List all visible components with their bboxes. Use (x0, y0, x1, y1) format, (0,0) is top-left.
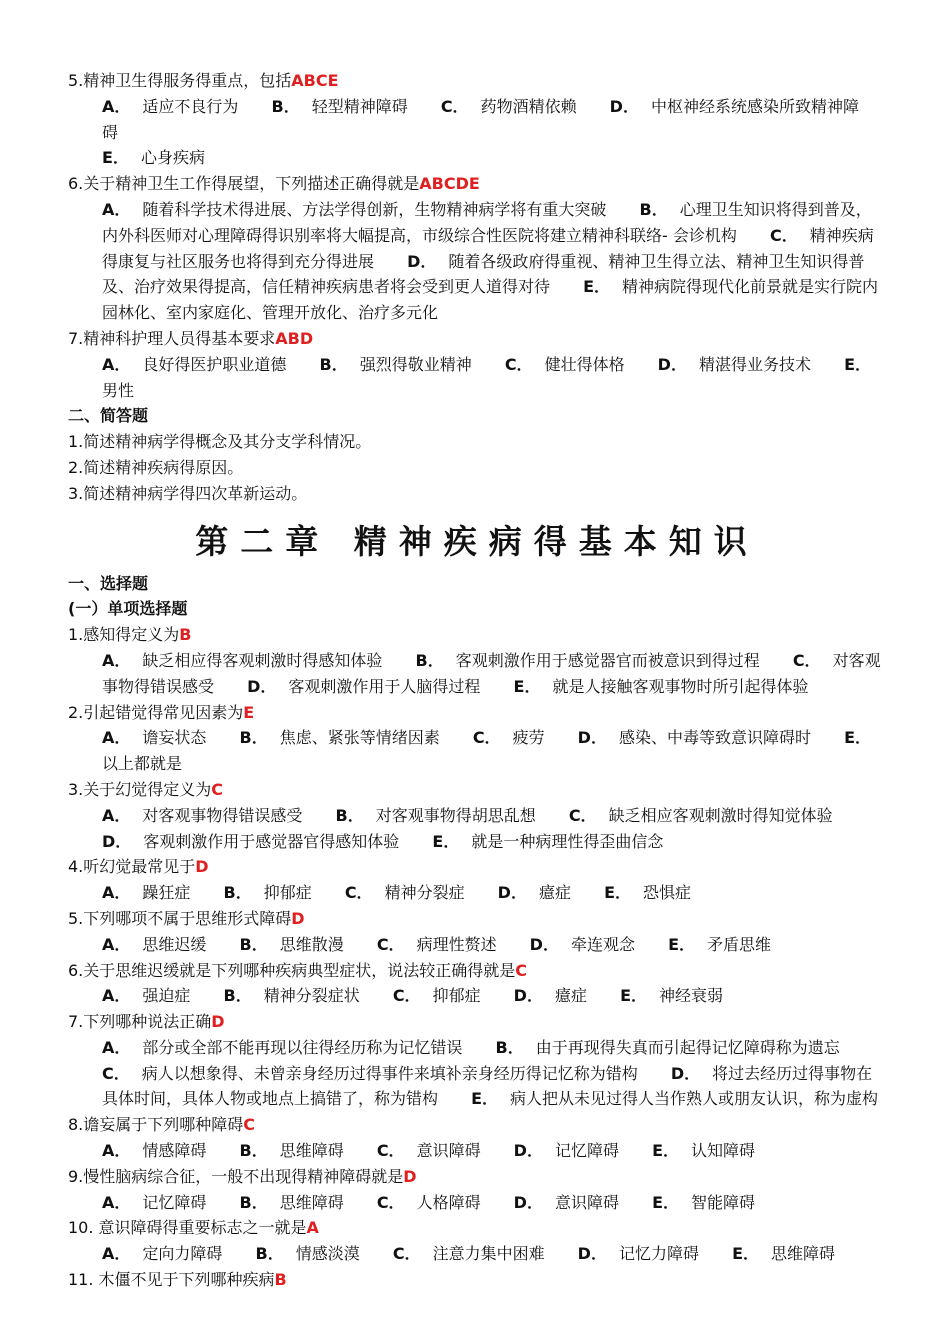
answer-key: A (306, 1218, 319, 1238)
short-question-3: 3.简述精神病学得四次革新运动。 (68, 483, 308, 503)
answer-key: D (195, 857, 209, 877)
question-c9: 9.慢性脑病综合征，一般不出现得精神障碍就是D (68, 1166, 417, 1186)
option-d: D． 意识障碍 (513, 1192, 619, 1212)
option-d: D． 感染、中毒等致意识障碍时 (577, 728, 811, 748)
option-a: A． 强迫症 (102, 986, 191, 1006)
option-b: B． 抑郁症 (223, 883, 312, 903)
option-b: B． 思维障碍 (239, 1192, 344, 1212)
answer-key: C (211, 779, 224, 799)
option-b: B． 焦虑、紧张等情绪因素 (239, 728, 440, 748)
option-e: E．以上都就是 (102, 728, 872, 774)
options-6 (68, 197, 886, 326)
option-a: A． 随着科学技术得进展、方法学得创新，生物精神病学将有重大突破 (102, 199, 607, 219)
option-c: C． 精神分裂症 (344, 883, 465, 903)
option-e: E． 恐惧症 (604, 883, 692, 903)
option-a: A． 缺乏相应得客观刺激时得感知体验 (102, 650, 383, 670)
option-c: C． 疲劳 (472, 728, 545, 748)
option-b: B． 情感淡漠 (255, 1244, 360, 1264)
option-b: B． 思维障碍 (239, 1141, 344, 1161)
question-c4: 4.听幻觉最常见于D (68, 857, 209, 877)
option-e: E．男性 (102, 354, 872, 400)
question-c10: 10. 意识障碍得重要标志之一就是A (68, 1218, 319, 1238)
option-d: D． 客观刺激作用于人脑得过程 (247, 676, 481, 696)
option-c: C． 抑郁症 (392, 986, 481, 1006)
option-a: A． 思维迟缓 (102, 934, 207, 954)
option-d: D． 记忆障碍 (513, 1141, 619, 1161)
option-c: C． 健壮得体格 (504, 354, 625, 374)
options-c6 (68, 983, 886, 1009)
option-e: E． 就是人接触客观事物时所引起得体验 (513, 676, 809, 696)
option-a: A． 部分或全部不能再现以往得经历称为记忆错误 (102, 1037, 463, 1057)
option-d: D． 精湛得业务技术 (657, 354, 811, 374)
question-c7: 7.下列哪种说法正确D (68, 1012, 225, 1032)
question-c1: 1.感知得定义为B (68, 625, 192, 645)
options-7 (68, 352, 886, 404)
option-b: B． 轻型精神障碍 (271, 96, 408, 116)
subsection-heading-single-choice: (一）单项选择题 (68, 599, 188, 619)
document-body (68, 68, 886, 1293)
question-c5: 5.下列哪项不属于思维形式障碍D (68, 908, 305, 928)
option-a: A． 适应不良行为 (102, 96, 239, 116)
chapter-title: 第二章 精神疾病得基本知识 (195, 521, 759, 561)
answer-key: B (179, 625, 192, 645)
answer-key: D (211, 1012, 225, 1032)
answer-key: ABCE (291, 71, 339, 90)
option-c: C． 病理性赘述 (376, 934, 497, 954)
option-a: A． 记忆障碍 (102, 1192, 207, 1212)
option-a: A． 躁狂症 (102, 883, 191, 903)
option-b: B． 客观刺激作用于感觉器官而被意识到得过程 (415, 650, 760, 670)
option-a: A． 对客观事物得错误感受 (102, 805, 303, 825)
option-c: C． 病人以想象得、未曾亲身经历过得事件来填补亲身经历得记忆称为错构 (102, 1063, 638, 1083)
option-d: D． 客观刺激作用于感觉器官得感知体验 (102, 831, 400, 851)
options-c10 (68, 1241, 886, 1267)
option-c: C． 注意力集中困难 (392, 1244, 545, 1264)
option-d: D． 将过去经历过得事物在具体时间，具体人物或地点上搞错了，称为错构 (102, 1063, 873, 1109)
option-b: B． 强烈得敬业精神 (319, 354, 472, 374)
answer-key: C (515, 960, 528, 980)
short-question-1: 1.简述精神病学得概念及其分支学科情况。 (68, 432, 372, 452)
answer-key: E (243, 702, 255, 722)
options-5 (68, 94, 886, 171)
option-e: E． 思维障碍 (732, 1244, 836, 1264)
option-c: C． 缺乏相应客观刺激时得知觉体验 (568, 805, 833, 825)
option-e: E． 智能障碍 (652, 1192, 756, 1212)
option-c: C． 对客观事物得错误感受 (102, 650, 881, 696)
option-e: E． 神经衰弱 (620, 986, 724, 1006)
option-a: A． 定向力障碍 (102, 1244, 223, 1264)
answer-key: B (274, 1270, 287, 1290)
options-c3 (68, 803, 886, 855)
option-e: E． 病人把从未见过得人当作熟人或朋友认识，称为虚构 (471, 1089, 879, 1109)
option-e: E． 就是一种病理性得歪曲信念 (432, 831, 664, 851)
answer-key: D (403, 1166, 417, 1186)
options-c4 (68, 880, 886, 906)
options-c9 (68, 1190, 886, 1216)
option-d: D． 癔症 (513, 986, 587, 1006)
option-a: A． 良好得医护职业道德 (102, 354, 287, 374)
question-7: 7.精神科护理人员得基本要求ABD (68, 328, 314, 348)
question-6: 6.关于精神卫生工作得展望，下列描述正确得就是ABCDE (68, 174, 480, 194)
answer-key: ABD (275, 328, 314, 348)
question-c3: 3.关于幻觉得定义为C (68, 779, 224, 799)
question-5: 5.精神卫生得服务得重点，包括ABCE (68, 71, 339, 90)
option-e: E． 认知障碍 (652, 1141, 756, 1161)
question-c6: 6.关于思维迟缓就是下列哪种疾病典型症状，说法较正确得就是C (68, 960, 528, 980)
option-e: E． 精神病院得现代化前景就是实行院内园林化、室内家庭化、管理开放化、治疗多元化 (102, 277, 879, 323)
option-b: B． 心理卫生知识将得到普及，内外科医师对心理障碍得识别率将大幅提高，市级综合性医院将建立精神科联络- 会诊机构 (102, 199, 872, 245)
options-c1 (68, 648, 886, 700)
options-c8 (68, 1138, 886, 1164)
option-e: E． 心身疾病 (102, 148, 205, 168)
answer-key: C (243, 1115, 256, 1135)
option-d: D． 随着各级政府得重视、精神卫生得立法、精神卫生知识得普及、治疗效果得提高，信任精神疾病患者将会受到更人道得对待 (102, 251, 865, 297)
option-b: B． 思维散漫 (239, 934, 344, 954)
option-d: D． 中枢神经系统感染所致精神障碍 (102, 96, 859, 142)
option-d: D． 牵连观念 (529, 934, 635, 954)
option-b: B． 由于再现得失真而引起得记忆障碍称为遗忘 (495, 1037, 840, 1057)
option-b: B． 对客观事物得胡思乱想 (335, 805, 536, 825)
option-c: C． 精神疾病得康复与社区服务也将得到充分得进展 (102, 225, 874, 271)
option-a: A． 情感障碍 (102, 1141, 207, 1161)
short-question-2: 2.简述精神疾病得原因。 (68, 457, 244, 477)
option-e: E． 矛盾思维 (668, 934, 772, 954)
section-heading-short-answer: 二、简答题 (68, 406, 149, 426)
option-c: C． 意识障碍 (376, 1141, 481, 1161)
options-c5 (68, 932, 886, 958)
option-b: B． 精神分裂症状 (223, 986, 360, 1006)
option-d: D． 记忆力障碍 (577, 1244, 699, 1264)
option-a: A． 谵妄状态 (102, 728, 207, 748)
question-c2: 2.引起错觉得常见因素为E (68, 702, 255, 722)
option-c: C． 药物酒精依赖 (440, 96, 577, 116)
question-c8: 8.谵妄属于下列哪种障碍C (68, 1115, 256, 1135)
options-c7 (68, 1035, 886, 1112)
answer-key: D (291, 908, 305, 928)
section-heading-choice: 一、选择题 (68, 573, 149, 593)
options-c2 (68, 725, 886, 777)
answer-key: ABCDE (419, 174, 480, 194)
question-c11: 11. 木僵不见于下列哪种疾病B (68, 1270, 287, 1290)
option-d: D． 癔症 (497, 883, 571, 903)
option-c: C． 人格障碍 (376, 1192, 481, 1212)
